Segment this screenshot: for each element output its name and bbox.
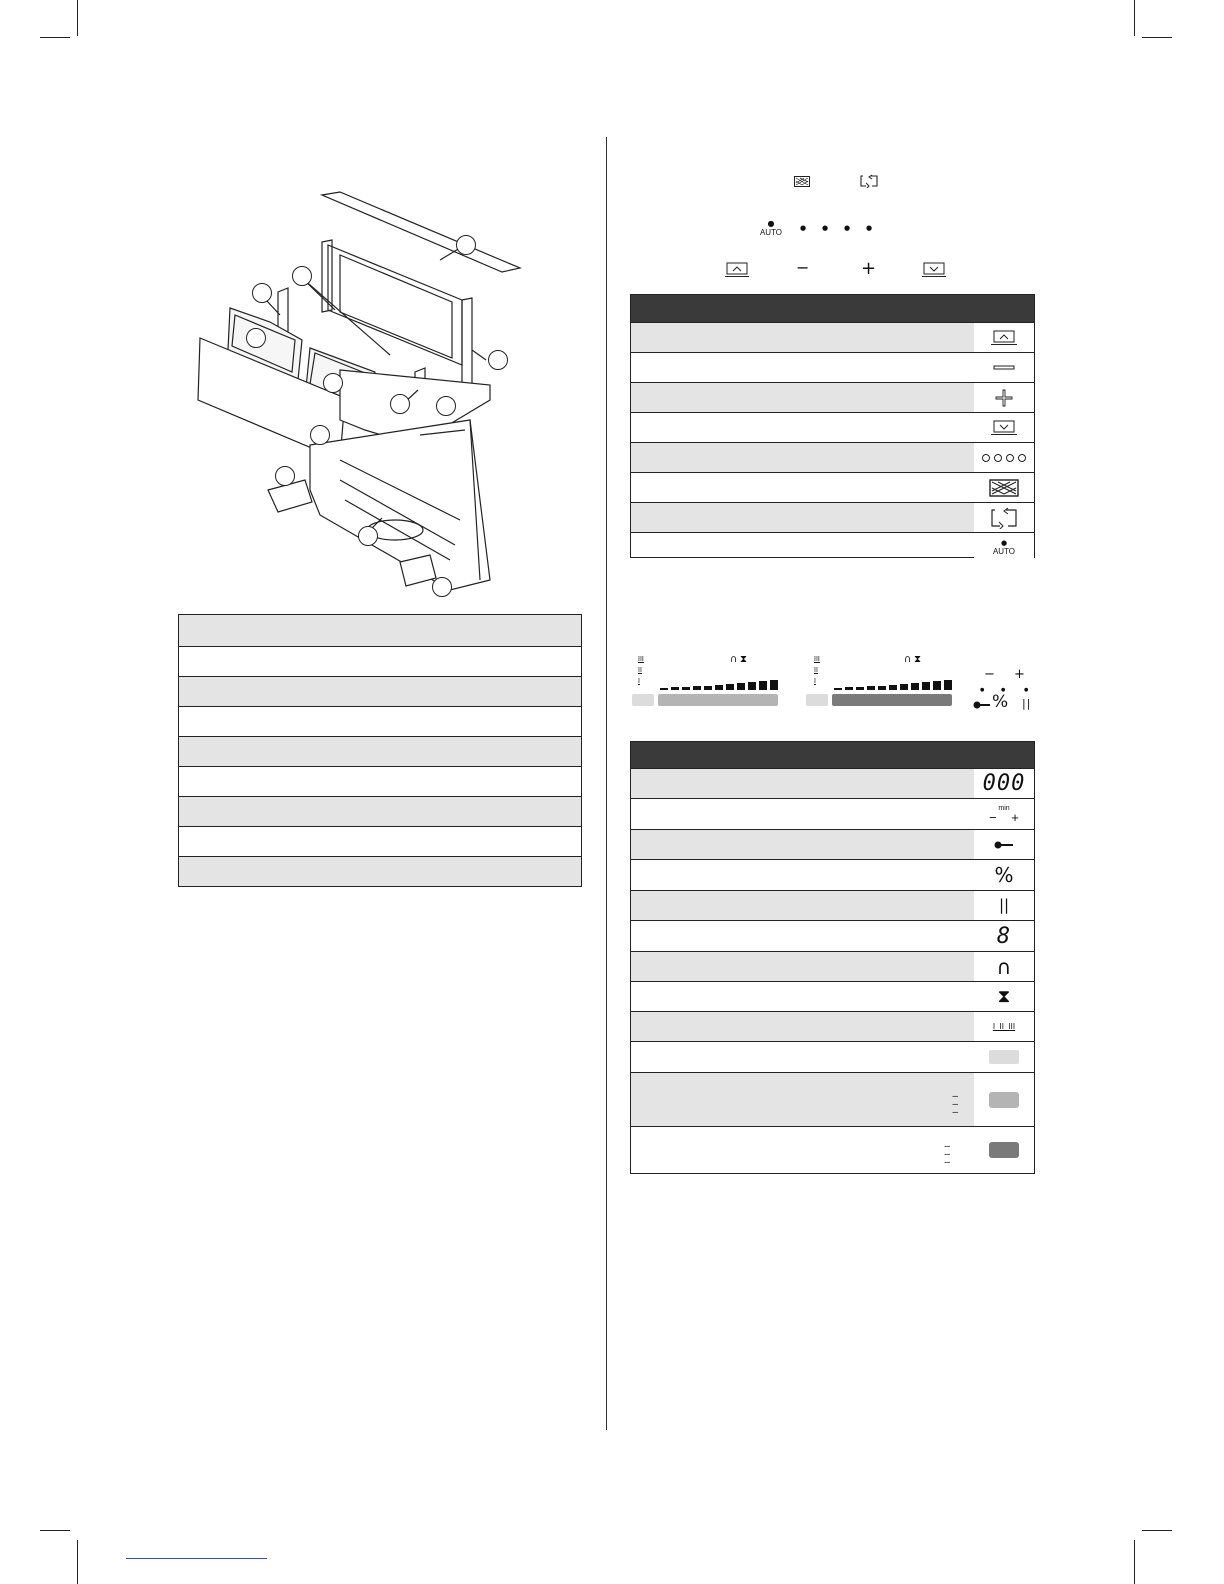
table-row bbox=[179, 766, 581, 796]
callout-circle bbox=[323, 373, 343, 393]
footer-link-underline[interactable] bbox=[126, 1558, 267, 1559]
callout-circle bbox=[456, 235, 476, 255]
zone-levels-icon: I II III bbox=[974, 1012, 1034, 1041]
hourglass-icon: ⧗ bbox=[740, 654, 748, 665]
level-dashes-icon: ‒ ‒ ‒ bbox=[952, 1091, 958, 1118]
table-row bbox=[631, 920, 1034, 951]
level-dot: ● bbox=[866, 224, 873, 232]
table-row bbox=[179, 646, 581, 676]
crop-mark bbox=[1142, 1530, 1172, 1531]
level-dot: ● bbox=[800, 224, 807, 232]
callout-circle bbox=[488, 350, 508, 370]
callout-circle bbox=[358, 526, 378, 546]
table-row bbox=[631, 1011, 1034, 1041]
auto-indicator[interactable]: ● AUTO bbox=[759, 219, 783, 237]
crop-mark bbox=[1134, 0, 1135, 36]
display-digits-icon: 000 bbox=[974, 769, 1034, 798]
grill-filter-icon[interactable] bbox=[794, 176, 810, 187]
icon-cell bbox=[974, 323, 1034, 352]
table-row bbox=[631, 859, 1034, 890]
column-divider bbox=[606, 137, 607, 1430]
table-header bbox=[631, 742, 1034, 768]
boost-down-icon[interactable] bbox=[922, 262, 946, 278]
table-row bbox=[631, 382, 1034, 412]
table-row bbox=[631, 322, 1034, 352]
icon-cell bbox=[974, 413, 1034, 442]
table-header bbox=[631, 295, 1034, 322]
table-row bbox=[631, 412, 1034, 442]
callout-circle bbox=[432, 577, 452, 597]
indicator-dot: ● bbox=[1024, 687, 1029, 693]
table-row bbox=[631, 829, 1034, 859]
control-panel-bottom bbox=[630, 650, 1040, 720]
arch-icon: ∩ bbox=[974, 952, 1034, 981]
crop-mark bbox=[40, 37, 70, 38]
callout-circle bbox=[246, 328, 266, 348]
minus-button[interactable]: − bbox=[796, 258, 810, 277]
table-row bbox=[631, 890, 1034, 920]
plus-cross-icon bbox=[995, 389, 1013, 407]
indicator-dot: ● bbox=[980, 687, 985, 693]
control-icons-table bbox=[630, 294, 1035, 558]
power-level-bars bbox=[660, 678, 780, 690]
icon-cell bbox=[974, 503, 1034, 532]
callout-circle bbox=[390, 394, 410, 414]
table-row bbox=[179, 826, 581, 856]
table-row bbox=[631, 502, 1034, 532]
zone-level-labels: III II I bbox=[814, 656, 820, 685]
table-row bbox=[179, 736, 581, 766]
auto-icon: ● AUTO bbox=[974, 533, 1034, 562]
table-row bbox=[179, 706, 581, 736]
boost-down-icon bbox=[991, 420, 1017, 436]
light-swatch-icon bbox=[989, 1050, 1019, 1064]
icon-cell bbox=[974, 1042, 1034, 1072]
minus-plus-min-icon: min − + bbox=[974, 799, 1034, 829]
icon-cell bbox=[974, 443, 1034, 472]
table-row bbox=[631, 1072, 1034, 1126]
pause-icon[interactable]: || bbox=[1022, 697, 1032, 710]
key-lock-icon[interactable] bbox=[973, 700, 991, 710]
on-off-icon[interactable]: % bbox=[992, 692, 1009, 712]
plus-button[interactable]: + bbox=[1014, 667, 1025, 682]
table-row bbox=[631, 951, 1034, 981]
control-panel-top bbox=[700, 168, 1000, 288]
boost-up-icon bbox=[991, 330, 1017, 346]
level-dot: ● bbox=[844, 224, 851, 232]
level-dashes-icon: ‒ ‒ ‒ bbox=[944, 1141, 950, 1168]
callout-circle bbox=[252, 283, 272, 303]
table-row bbox=[631, 352, 1034, 382]
display-icons-table bbox=[630, 741, 1035, 1174]
table-row bbox=[631, 532, 1034, 562]
zone-level-labels: III II I bbox=[638, 656, 644, 685]
four-dots-icon bbox=[981, 453, 1027, 463]
hourglass-icon: ⧗ bbox=[914, 654, 922, 665]
icon-cell bbox=[974, 383, 1034, 412]
minus-line-icon bbox=[993, 365, 1015, 371]
table-row bbox=[631, 442, 1034, 472]
table-row bbox=[179, 676, 581, 706]
zone-light-swatch[interactable] bbox=[632, 694, 654, 706]
table-row bbox=[179, 615, 581, 646]
hourglass-icon: ⧗ bbox=[974, 982, 1034, 1011]
callout-circle bbox=[275, 466, 295, 486]
table-row bbox=[631, 981, 1034, 1011]
icon-cell bbox=[974, 473, 1034, 502]
power-level-bars bbox=[834, 678, 954, 690]
crop-mark bbox=[77, 0, 78, 36]
table-row bbox=[631, 798, 1034, 829]
table-row bbox=[631, 768, 1034, 798]
arch-icon: ∩ bbox=[730, 654, 738, 665]
level-dot: ● bbox=[822, 224, 829, 232]
on-off-icon: % bbox=[974, 860, 1034, 890]
zone-slider-mid[interactable] bbox=[658, 694, 778, 706]
callout-circle bbox=[436, 396, 456, 416]
recirculation-icon[interactable] bbox=[860, 174, 878, 188]
crop-mark bbox=[1142, 37, 1172, 38]
zone-light-swatch[interactable] bbox=[806, 694, 828, 706]
table-row bbox=[179, 856, 581, 886]
arch-icon: ∩ bbox=[904, 654, 912, 665]
mid-swatch-icon bbox=[989, 1092, 1019, 1108]
crop-mark bbox=[77, 1540, 78, 1584]
indicator-dot: ● bbox=[1001, 687, 1006, 693]
zone-slider-dark[interactable] bbox=[832, 694, 952, 706]
recirculation-icon bbox=[990, 507, 1018, 529]
callout-circle bbox=[310, 425, 330, 445]
callout-circle bbox=[292, 266, 312, 286]
icon-cell bbox=[974, 1073, 1034, 1126]
table-row bbox=[631, 472, 1034, 502]
parts-table bbox=[178, 614, 582, 887]
digit-icon: 8 bbox=[974, 921, 1034, 951]
table-row bbox=[631, 1126, 1034, 1173]
dark-swatch-icon bbox=[989, 1142, 1019, 1158]
table-row bbox=[179, 796, 581, 826]
key-lock-icon bbox=[994, 840, 1014, 850]
minus-button[interactable]: − bbox=[984, 667, 995, 682]
boost-up-icon[interactable] bbox=[725, 262, 749, 278]
pause-icon: || bbox=[974, 891, 1034, 920]
table-row bbox=[631, 1041, 1034, 1072]
plus-button[interactable]: + bbox=[861, 258, 877, 279]
icon-cell bbox=[974, 1127, 1034, 1173]
crop-mark bbox=[1134, 1540, 1135, 1584]
crop-mark bbox=[40, 1530, 70, 1531]
grill-filter-icon bbox=[989, 479, 1019, 497]
icon-cell bbox=[974, 353, 1034, 382]
icon-cell bbox=[974, 830, 1034, 859]
